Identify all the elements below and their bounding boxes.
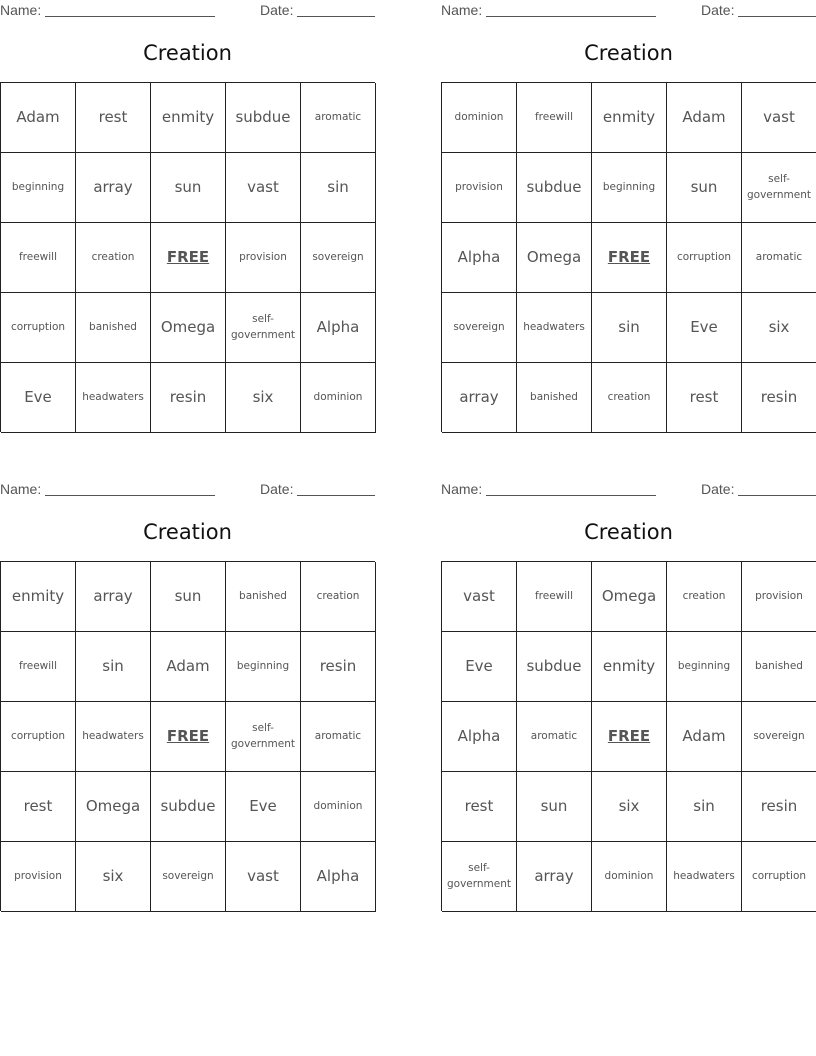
name-blank-line[interactable]	[486, 481, 656, 496]
bingo-cell[interactable]: self- government	[226, 293, 301, 363]
bingo-cell[interactable]: sovereign	[442, 293, 517, 363]
bingo-cell[interactable]: creation	[667, 562, 742, 632]
bingo-grid	[441, 561, 816, 911]
date-label: Date:	[701, 481, 735, 497]
free-space-cell[interactable]: FREE	[592, 702, 667, 772]
name-field[interactable]	[441, 481, 656, 497]
bingo-cell[interactable]: six	[76, 842, 151, 912]
bingo-cell[interactable]: array	[442, 363, 517, 433]
bingo-cell[interactable]: six	[592, 772, 667, 842]
bingo-cell[interactable]: enmity	[592, 632, 667, 702]
date-blank-line[interactable]	[297, 481, 375, 496]
bingo-cell[interactable]: creation	[76, 223, 151, 293]
bingo-cell[interactable]: Omega	[592, 562, 667, 632]
bingo-grid	[0, 82, 375, 432]
name-label: Name:	[441, 2, 483, 18]
bingo-cell[interactable]: beginning	[226, 632, 301, 702]
bingo-cell[interactable]: resin	[742, 772, 816, 842]
bingo-cell[interactable]: rest	[442, 772, 517, 842]
bingo-cell[interactable]: six	[226, 363, 301, 433]
bingo-cell[interactable]: sun	[151, 153, 226, 223]
bingo-cell[interactable]: banished	[226, 562, 301, 632]
bingo-card-4	[441, 479, 816, 890]
bingo-cell[interactable]: self- government	[442, 842, 517, 912]
bingo-cell[interactable]: corruption	[1, 702, 76, 772]
date-field[interactable]	[701, 481, 816, 497]
card-header	[441, 0, 816, 22]
bingo-cell[interactable]: sun	[517, 772, 592, 842]
bingo-cell[interactable]: banished	[517, 363, 592, 433]
card-title: Creation	[143, 520, 232, 544]
bingo-cell[interactable]: enmity	[1, 562, 76, 632]
bingo-card-2	[441, 0, 816, 406]
bingo-cell[interactable]: headwaters	[517, 293, 592, 363]
bingo-cell[interactable]: freewill	[517, 83, 592, 153]
bingo-cell[interactable]: rest	[1, 772, 76, 842]
bingo-cell[interactable]: creation	[592, 363, 667, 433]
bingo-cell[interactable]: provision	[742, 562, 816, 632]
bingo-cell[interactable]: subdue	[517, 153, 592, 223]
bingo-cell[interactable]: sun	[151, 562, 226, 632]
date-label: Date:	[701, 2, 735, 18]
date-label: Date:	[260, 481, 294, 497]
bingo-cell[interactable]: sin	[301, 153, 376, 223]
bingo-cell[interactable]: sovereign	[151, 842, 226, 912]
bingo-cell[interactable]: enmity	[592, 83, 667, 153]
card-title: Creation	[584, 520, 673, 544]
bingo-cell[interactable]: Alpha	[301, 842, 376, 912]
bingo-cell[interactable]: sin	[592, 293, 667, 363]
bingo-cell[interactable]: creation	[301, 562, 376, 632]
bingo-cell[interactable]: beginning	[667, 632, 742, 702]
bingo-cell[interactable]: array	[76, 153, 151, 223]
bingo-cell[interactable]: dominion	[442, 83, 517, 153]
bingo-cell[interactable]: subdue	[226, 83, 301, 153]
bingo-cell[interactable]: sin	[667, 772, 742, 842]
date-label: Date:	[260, 2, 294, 18]
name-blank-line[interactable]	[45, 481, 215, 496]
bingo-cell[interactable]: subdue	[151, 772, 226, 842]
bingo-cell[interactable]: Omega	[76, 772, 151, 842]
bingo-cell[interactable]: resin	[742, 363, 816, 433]
bingo-cell[interactable]: headwaters	[76, 363, 151, 433]
bingo-cell[interactable]: banished	[742, 632, 816, 702]
bingo-cell[interactable]: provision	[1, 842, 76, 912]
bingo-cell[interactable]: corruption	[1, 293, 76, 363]
bingo-cell[interactable]: corruption	[742, 842, 816, 912]
bingo-cell[interactable]: vast	[742, 83, 816, 153]
bingo-cell[interactable]: Omega	[517, 223, 592, 293]
free-space-cell[interactable]: FREE	[151, 223, 226, 293]
bingo-cell[interactable]: banished	[76, 293, 151, 363]
bingo-cell[interactable]: corruption	[667, 223, 742, 293]
name-label: Name:	[441, 481, 483, 497]
bingo-cell[interactable]: rest	[76, 83, 151, 153]
bingo-cell[interactable]: vast	[226, 842, 301, 912]
bingo-grid	[0, 561, 375, 911]
name-field[interactable]	[441, 2, 656, 18]
bingo-cell[interactable]: Eve	[1, 363, 76, 433]
card-header	[0, 479, 375, 501]
name-blank-line[interactable]	[486, 2, 656, 17]
date-field[interactable]	[260, 2, 375, 18]
bingo-cell[interactable]: resin	[301, 632, 376, 702]
bingo-cell[interactable]: headwaters	[76, 702, 151, 772]
date-blank-line[interactable]	[738, 2, 816, 17]
bingo-cell[interactable]: Omega	[151, 293, 226, 363]
bingo-cell[interactable]: Eve	[442, 632, 517, 702]
name-label: Name:	[0, 2, 42, 18]
name-label: Name:	[0, 481, 42, 497]
bingo-cell[interactable]: beginning	[1, 153, 76, 223]
bingo-cell[interactable]: subdue	[517, 632, 592, 702]
bingo-cell[interactable]: array	[517, 842, 592, 912]
bingo-cell[interactable]: resin	[151, 363, 226, 433]
bingo-cell[interactable]: aromatic	[301, 702, 376, 772]
bingo-card-3	[0, 479, 375, 885]
bingo-cell[interactable]: Adam	[1, 83, 76, 153]
name-field[interactable]	[0, 2, 215, 18]
bingo-cell[interactable]: dominion	[592, 842, 667, 912]
bingo-cell[interactable]: freewill	[1, 632, 76, 702]
bingo-card-1	[0, 0, 375, 406]
bingo-cell[interactable]: Adam	[667, 83, 742, 153]
bingo-cell[interactable]: aromatic	[301, 83, 376, 153]
bingo-cell[interactable]: sin	[76, 632, 151, 702]
bingo-cell[interactable]: provision	[226, 223, 301, 293]
bingo-cell[interactable]: Eve	[226, 772, 301, 842]
date-blank-line[interactable]	[738, 481, 816, 496]
bingo-cell[interactable]: headwaters	[667, 842, 742, 912]
bingo-cell[interactable]: rest	[667, 363, 742, 433]
bingo-cell[interactable]: Eve	[667, 293, 742, 363]
card-title: Creation	[584, 41, 673, 65]
free-space-cell[interactable]: FREE	[151, 702, 226, 772]
card-header	[0, 0, 375, 22]
date-field[interactable]	[260, 481, 375, 497]
bingo-cell[interactable]: aromatic	[517, 702, 592, 772]
free-space-cell[interactable]: FREE	[592, 223, 667, 293]
bingo-cell[interactable]: vast	[442, 562, 517, 632]
bingo-cell[interactable]: vast	[226, 153, 301, 223]
bingo-cell[interactable]: dominion	[301, 772, 376, 842]
bingo-cell[interactable]: self- government	[226, 702, 301, 772]
bingo-cell[interactable]: Adam	[151, 632, 226, 702]
bingo-cell[interactable]: beginning	[592, 153, 667, 223]
bingo-cell[interactable]: freewill	[1, 223, 76, 293]
bingo-cell[interactable]: aromatic	[742, 223, 816, 293]
name-blank-line[interactable]	[45, 2, 215, 17]
bingo-cell[interactable]: Alpha	[442, 223, 517, 293]
card-header	[441, 479, 816, 501]
bingo-cell[interactable]: Adam	[667, 702, 742, 772]
bingo-cell[interactable]: enmity	[151, 83, 226, 153]
bingo-cell[interactable]: freewill	[517, 562, 592, 632]
bingo-cell[interactable]: self- government	[742, 153, 816, 223]
bingo-cell[interactable]: array	[76, 562, 151, 632]
bingo-cell[interactable]: dominion	[301, 363, 376, 433]
date-blank-line[interactable]	[297, 2, 375, 17]
bingo-cell[interactable]: sun	[667, 153, 742, 223]
bingo-grid	[441, 82, 816, 432]
bingo-cell[interactable]: six	[742, 293, 816, 363]
name-field[interactable]	[0, 481, 215, 497]
bingo-cell[interactable]: Alpha	[442, 702, 517, 772]
bingo-cell[interactable]: provision	[442, 153, 517, 223]
bingo-cell[interactable]: sovereign	[301, 223, 376, 293]
bingo-cell[interactable]: sovereign	[742, 702, 816, 772]
date-field[interactable]	[701, 2, 816, 18]
card-title: Creation	[143, 41, 232, 65]
bingo-cell[interactable]: Alpha	[301, 293, 376, 363]
